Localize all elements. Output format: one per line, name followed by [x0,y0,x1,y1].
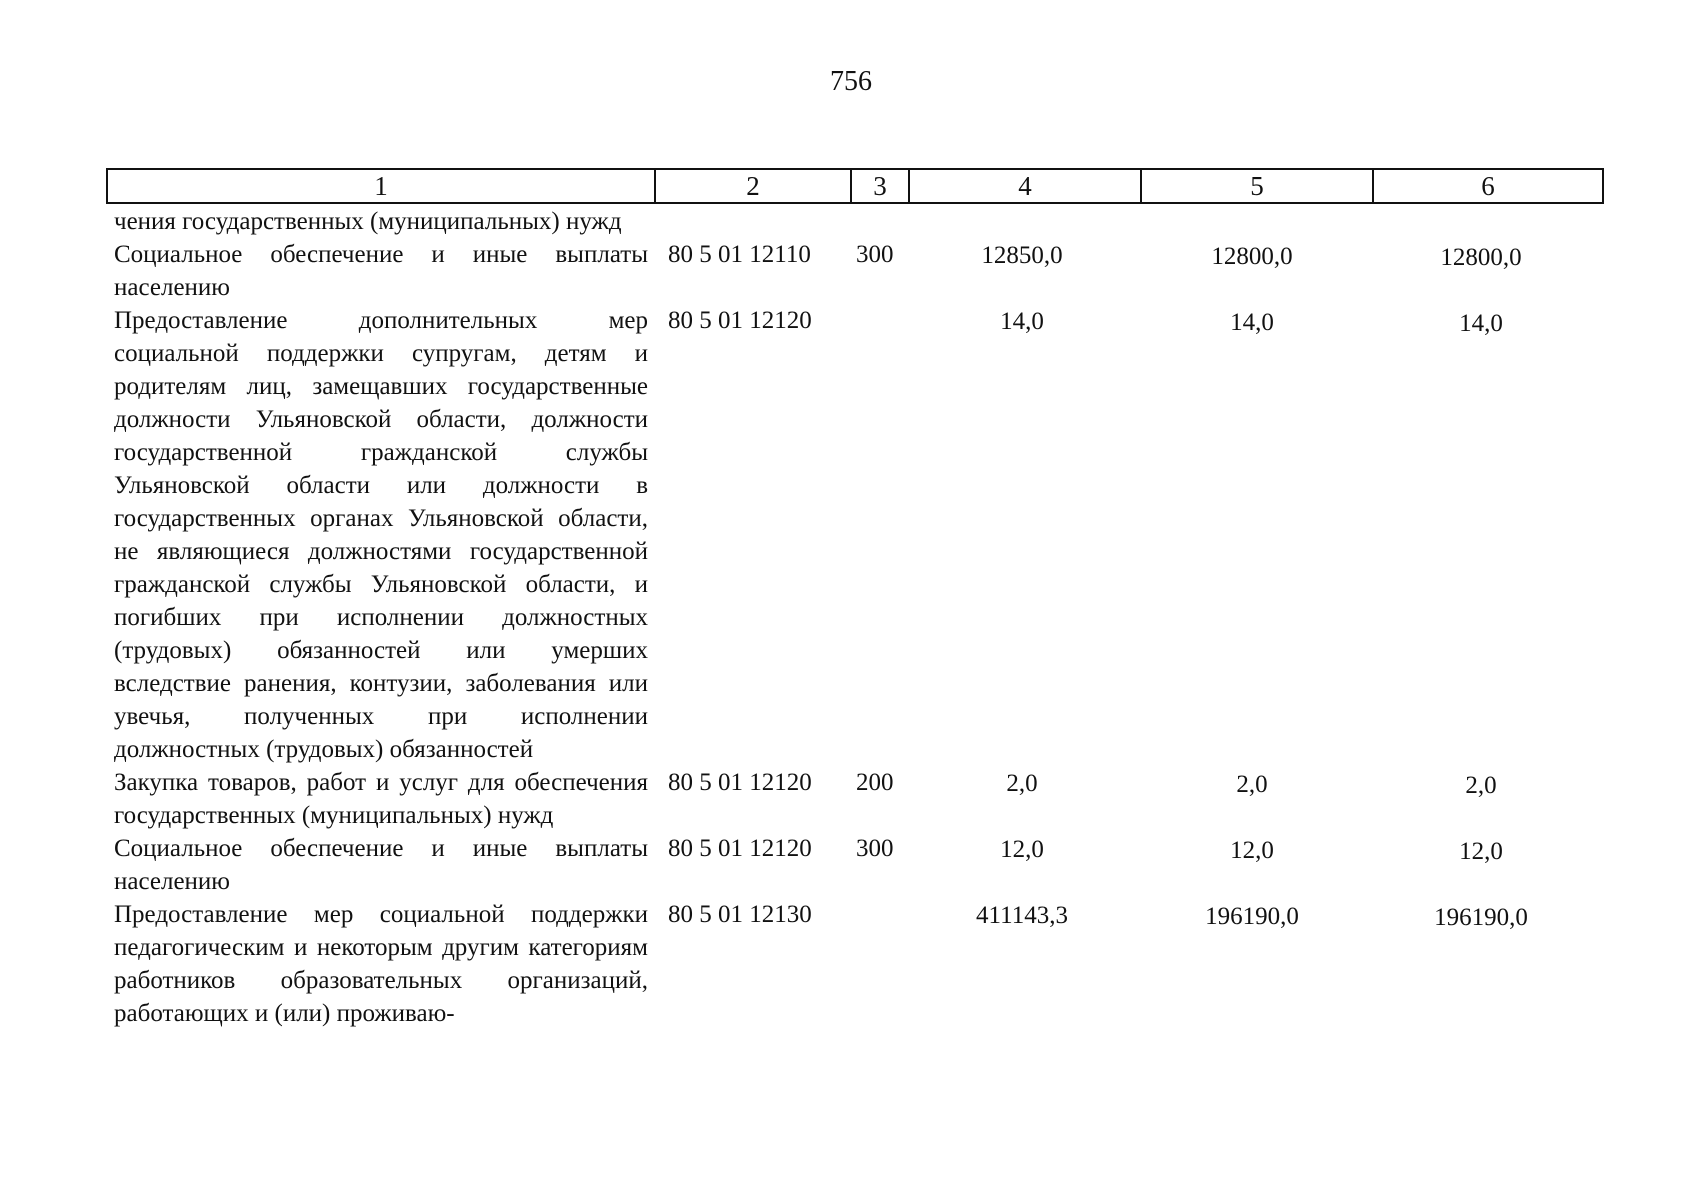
row-value-col4: 12,0 [1000,836,1044,863]
table-row [106,898,1602,1030]
row-description: Предоставление дополнительных мер социальной поддержки супругам, детям и родителям лиц, замещавших государственные должности Ульяновской области, должности государственной гражданской службы Ульяновской области или должности в государственных органах Ульяновской области, не являющиеся должностями государственной гражданской службы Ульяновской области, и погибших при исполнении должностных (трудовых) обязанностей или умерших вследствие ранения, контузии, заболевания или увечья, полученных при исполнении должностных (трудовых) обязанностей [114,307,648,763]
row-type: 300 [856,241,894,268]
row-value-col6: 14,0 [1459,310,1503,337]
table-row [106,238,1602,304]
row-type: 200 [856,769,894,796]
row-value-col6: 2,0 [1465,772,1497,799]
row-value-col5: 2,0 [1236,771,1268,798]
row-value-col6: 196190,0 [1434,904,1528,931]
header-col-2: 2 [655,169,851,203]
row-value-col4: 411143,3 [976,902,1068,929]
page-number: 756 [830,66,872,97]
row-code: 80 5 01 12120 [668,307,812,334]
table-body [106,205,1602,1030]
row-value-col6 [1368,205,1594,208]
header-col-6: 6 [1373,169,1603,203]
row-description: Социальное обеспечение и иные выплаты населению [114,835,648,895]
row-value-col4 [908,205,1136,206]
table-row [106,205,1602,238]
row-code: 80 5 01 12120 [668,769,812,796]
row-value-col5: 12,0 [1230,837,1274,864]
header-col-5: 5 [1141,169,1373,203]
row-description: Закупка товаров, работ и услуг для обеспечения государственных (муниципальных) нужд [114,769,648,829]
header-col-3: 3 [851,169,909,203]
row-code: 80 5 01 12120 [668,835,812,862]
table-header [106,168,1604,204]
row-code: 80 5 01 12110 [668,241,811,268]
row-value-col5: 196190,0 [1205,903,1299,930]
row-value-col4: 12850,0 [981,242,1063,269]
row-type: 300 [856,835,894,862]
row-description: чения государственных (муниципальных) нужд [114,208,622,235]
row-value-col4: 2,0 [1006,770,1038,797]
table-row [106,766,1602,832]
header-col-1: 1 [107,169,655,203]
row-value-col5: 12800,0 [1211,243,1293,270]
table-row [106,832,1602,898]
row-value-col5 [1136,205,1368,207]
header-col-4: 4 [909,169,1141,203]
row-value-col5: 14,0 [1230,309,1274,336]
row-value-col6: 12800,0 [1440,244,1522,271]
table-row [106,304,1602,766]
row-description: Социальное обеспечение и иные выплаты населению [114,241,648,301]
row-value-col4: 14,0 [1000,308,1044,335]
row-description: Предоставление мер социальной поддержки педагогическим и некоторым другим категориям работников образовательных организаций, работающих и (или) проживаю- [114,901,648,1027]
row-code: 80 5 01 12130 [668,901,812,928]
row-value-col6: 12,0 [1459,838,1503,865]
